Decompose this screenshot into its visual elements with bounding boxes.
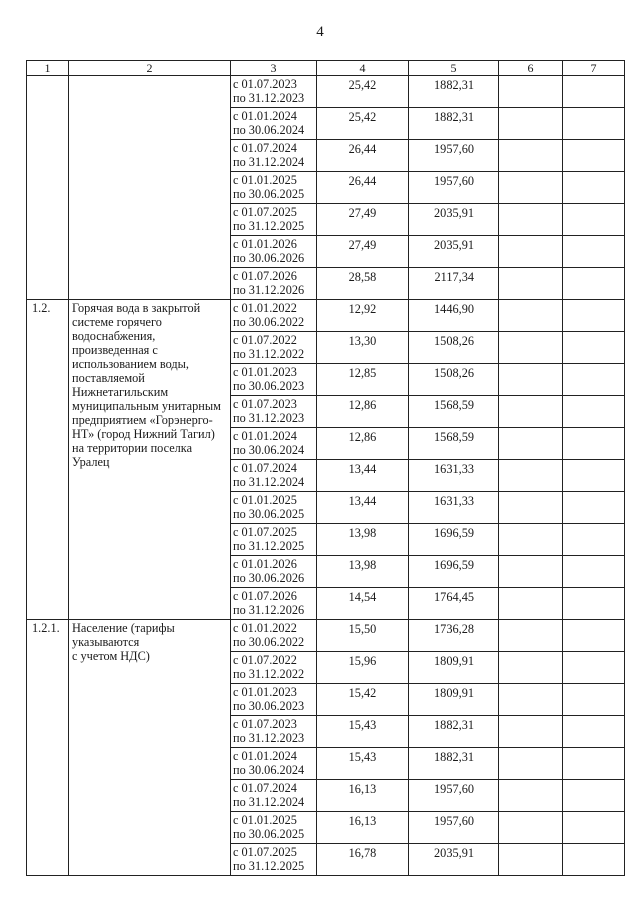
period-cell: с 01.01.2026 по 30.06.2026	[231, 556, 317, 588]
column-header: 4	[317, 61, 409, 76]
period-cell: с 01.07.2026 по 31.12.2026	[231, 588, 317, 620]
rate-cell: 15,50	[317, 620, 409, 652]
column-7-cell	[563, 76, 625, 108]
rate-cell: 25,42	[317, 108, 409, 140]
column-6-cell	[499, 780, 563, 812]
column-6-cell	[499, 492, 563, 524]
rate-cell: 16,13	[317, 780, 409, 812]
item-number	[27, 76, 69, 300]
column-7-cell	[563, 108, 625, 140]
column-6-cell	[499, 620, 563, 652]
price-cell: 1508,26	[409, 364, 499, 396]
item-number: 1.2.	[27, 300, 69, 620]
column-6-cell	[499, 428, 563, 460]
rate-cell: 27,49	[317, 236, 409, 268]
price-cell: 1957,60	[409, 780, 499, 812]
column-6-cell	[499, 844, 563, 876]
price-cell: 1446,90	[409, 300, 499, 332]
column-7-cell	[563, 204, 625, 236]
period-cell: с 01.01.2022 по 30.06.2022	[231, 620, 317, 652]
item-description	[69, 76, 231, 300]
period-cell: с 01.07.2022 по 31.12.2022	[231, 652, 317, 684]
item-description: Население (тарифы указываются с учетом НДС)	[69, 620, 231, 876]
column-6-cell	[499, 364, 563, 396]
rate-cell: 27,49	[317, 204, 409, 236]
rate-cell: 15,43	[317, 716, 409, 748]
price-cell: 1568,59	[409, 428, 499, 460]
column-6-cell	[499, 716, 563, 748]
column-6-cell	[499, 748, 563, 780]
column-6-cell	[499, 588, 563, 620]
column-7-cell	[563, 300, 625, 332]
column-header: 5	[409, 61, 499, 76]
column-7-cell	[563, 844, 625, 876]
item-number: 1.2.1.	[27, 620, 69, 876]
column-6-cell	[499, 812, 563, 844]
period-cell: с 01.07.2025 по 31.12.2025	[231, 524, 317, 556]
column-6-cell	[499, 684, 563, 716]
column-6-cell	[499, 396, 563, 428]
period-cell: с 01.07.2024 по 31.12.2024	[231, 780, 317, 812]
rate-cell: 13,44	[317, 460, 409, 492]
table-row	[27, 620, 625, 652]
price-cell: 1696,59	[409, 556, 499, 588]
column-7-cell	[563, 524, 625, 556]
column-6-cell	[499, 332, 563, 364]
column-header: 6	[499, 61, 563, 76]
rate-cell: 13,98	[317, 524, 409, 556]
price-cell: 1957,60	[409, 140, 499, 172]
item-description: Горячая вода в закрытой системе горячего водоснабжения, произведенная с использованием воды, поставляемой Нижнетагильским муниципальным унитарным предприятием «Горэнерго- НТ» (город Нижний Тагил) на территории поселка Уралец	[69, 300, 231, 620]
rate-cell: 12,85	[317, 364, 409, 396]
price-cell: 2035,91	[409, 844, 499, 876]
period-cell: с 01.07.2023 по 31.12.2023	[231, 716, 317, 748]
column-6-cell	[499, 652, 563, 684]
rate-cell: 15,42	[317, 684, 409, 716]
price-cell: 1568,59	[409, 396, 499, 428]
rate-cell: 14,54	[317, 588, 409, 620]
price-cell: 1957,60	[409, 812, 499, 844]
period-cell: с 01.01.2025 по 30.06.2025	[231, 492, 317, 524]
rate-cell: 16,78	[317, 844, 409, 876]
rate-cell: 25,42	[317, 76, 409, 108]
column-7-cell	[563, 364, 625, 396]
column-header: 7	[563, 61, 625, 76]
rate-cell: 16,13	[317, 812, 409, 844]
rate-cell: 26,44	[317, 172, 409, 204]
rate-cell: 12,86	[317, 428, 409, 460]
column-7-cell	[563, 780, 625, 812]
column-7-cell	[563, 172, 625, 204]
column-7-cell	[563, 428, 625, 460]
column-6-cell	[499, 108, 563, 140]
price-cell: 1764,45	[409, 588, 499, 620]
period-cell: с 01.01.2022 по 30.06.2022	[231, 300, 317, 332]
column-7-cell	[563, 236, 625, 268]
period-cell: с 01.01.2025 по 30.06.2025	[231, 812, 317, 844]
column-6-cell	[499, 204, 563, 236]
price-cell: 1882,31	[409, 716, 499, 748]
period-cell: с 01.01.2024 по 30.06.2024	[231, 428, 317, 460]
period-cell: с 01.07.2023 по 31.12.2023	[231, 76, 317, 108]
column-6-cell	[499, 300, 563, 332]
period-cell: с 01.07.2023 по 31.12.2023	[231, 396, 317, 428]
column-header: 1	[27, 61, 69, 76]
rate-cell: 26,44	[317, 140, 409, 172]
column-7-cell	[563, 652, 625, 684]
rate-cell: 13,44	[317, 492, 409, 524]
period-cell: с 01.07.2024 по 31.12.2024	[231, 140, 317, 172]
price-cell: 1631,33	[409, 460, 499, 492]
tariff-body	[27, 76, 625, 876]
price-cell: 1508,26	[409, 332, 499, 364]
period-cell: с 01.07.2026 по 31.12.2026	[231, 268, 317, 300]
column-6-cell	[499, 76, 563, 108]
table-row	[27, 76, 625, 108]
price-cell: 2035,91	[409, 236, 499, 268]
column-7-cell	[563, 140, 625, 172]
column-7-cell	[563, 332, 625, 364]
column-7-cell	[563, 460, 625, 492]
price-cell: 1882,31	[409, 748, 499, 780]
column-7-cell	[563, 748, 625, 780]
column-6-cell	[499, 524, 563, 556]
column-6-cell	[499, 268, 563, 300]
column-7-cell	[563, 620, 625, 652]
column-7-cell	[563, 588, 625, 620]
column-6-cell	[499, 556, 563, 588]
column-7-cell	[563, 684, 625, 716]
price-cell: 1631,33	[409, 492, 499, 524]
column-header: 3	[231, 61, 317, 76]
column-7-cell	[563, 268, 625, 300]
period-cell: с 01.07.2022 по 31.12.2022	[231, 332, 317, 364]
price-cell: 2117,34	[409, 268, 499, 300]
table-row	[27, 300, 625, 332]
tariff-table	[26, 60, 625, 876]
rate-cell: 12,86	[317, 396, 409, 428]
column-number-row	[27, 61, 625, 76]
price-cell: 2035,91	[409, 204, 499, 236]
column-header: 2	[69, 61, 231, 76]
period-cell: с 01.01.2023 по 30.06.2023	[231, 364, 317, 396]
column-7-cell	[563, 396, 625, 428]
price-cell: 1809,91	[409, 684, 499, 716]
price-cell: 1736,28	[409, 620, 499, 652]
rate-cell: 13,98	[317, 556, 409, 588]
period-cell: с 01.07.2025 по 31.12.2025	[231, 204, 317, 236]
page-number: 4	[316, 24, 324, 40]
price-cell: 1957,60	[409, 172, 499, 204]
period-cell: с 01.01.2025 по 30.06.2025	[231, 172, 317, 204]
period-cell: с 01.07.2025 по 31.12.2025	[231, 844, 317, 876]
rate-cell: 15,96	[317, 652, 409, 684]
price-cell: 1809,91	[409, 652, 499, 684]
rate-cell: 13,30	[317, 332, 409, 364]
column-6-cell	[499, 172, 563, 204]
period-cell: с 01.01.2024 по 30.06.2024	[231, 108, 317, 140]
price-cell: 1882,31	[409, 76, 499, 108]
column-6-cell	[499, 460, 563, 492]
rate-cell: 15,43	[317, 748, 409, 780]
period-cell: с 01.01.2026 по 30.06.2026	[231, 236, 317, 268]
period-cell: с 01.01.2023 по 30.06.2023	[231, 684, 317, 716]
column-7-cell	[563, 716, 625, 748]
column-7-cell	[563, 556, 625, 588]
column-6-cell	[499, 140, 563, 172]
period-cell: с 01.01.2024 по 30.06.2024	[231, 748, 317, 780]
price-cell: 1696,59	[409, 524, 499, 556]
rate-cell: 12,92	[317, 300, 409, 332]
column-7-cell	[563, 492, 625, 524]
column-7-cell	[563, 812, 625, 844]
price-cell: 1882,31	[409, 108, 499, 140]
column-6-cell	[499, 236, 563, 268]
period-cell: с 01.07.2024 по 31.12.2024	[231, 460, 317, 492]
rate-cell: 28,58	[317, 268, 409, 300]
